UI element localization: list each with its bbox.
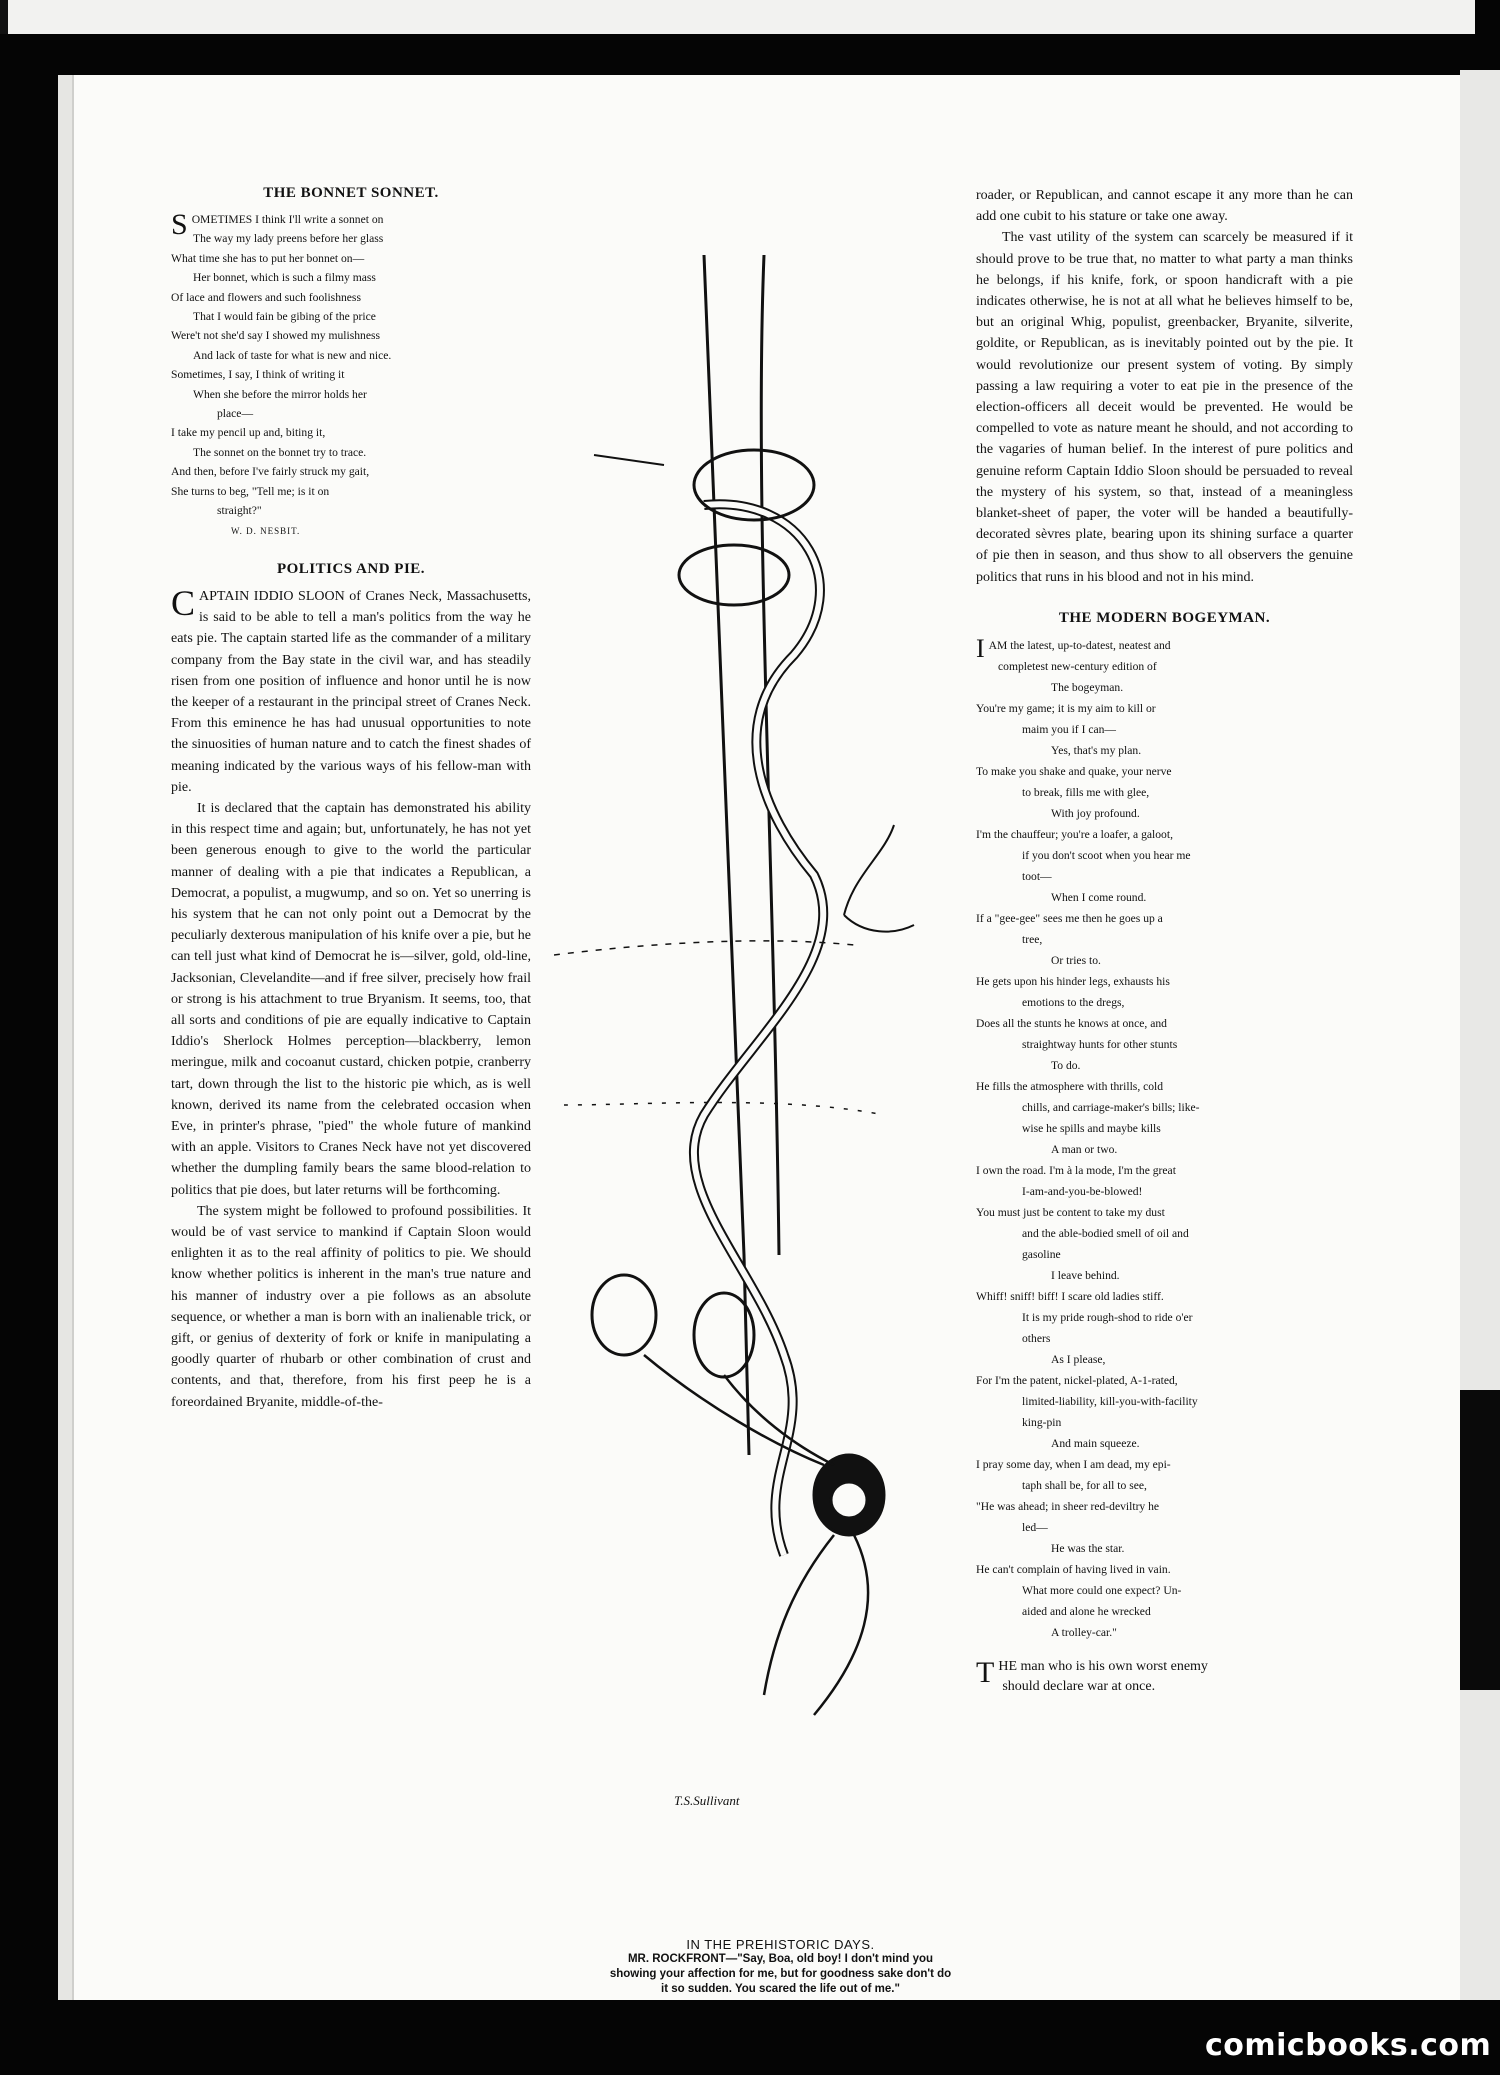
- bogeyman-drop-cap: I: [976, 633, 985, 663]
- politics-article: [171, 582, 531, 1413]
- politics-paragraph-2: It is declared that the captain has demonstrated his ability in this respect time and again; but, unfortunately, he has not yet been generous enough to give to the world the particular manner of dealing with a pie that indicates a Republican, a Democrat, a populist, a mugwump, and so on. Yet so unerring is his system that he can not only point out a Democrat by the peculiarly dexterous manipulation of his knife over a pie, but he can tell just what kind of Democrat he is—silver, gold, old-line, Jacksonian, Clevelandite—and if free silver, precisely how frail or strong is his attachment to true Bryanism. It seems, too, that all sorts and conditions of pie are equally indicative to Captain Iddio's Sherlock Holmes perception—blackberry, lemon meringue, milk and cocoanut custard, chicken potpie, cranberry tart, down through the list to the historic pie which, as is well known, derived its name from the celebrated occasion when Eve, in printer's phrase, "pied" the whole future of mankind with an apple. Visitors to Cranes Neck have not yet discovered whether the dumpling family bears the same blood-relation to politics that pie does, but later returns will be forthcoming.: [171, 800, 531, 1198]
- bogeyman-poem: [976, 635, 1353, 1643]
- sonnet-line: The way my lady preens before her glass: [193, 232, 384, 246]
- bogeyman-line: For I'm the patent, nickel-plated, A-1-rated,: [976, 1373, 1178, 1387]
- right-column: [976, 185, 1353, 1697]
- sonnet-line: Of lace and flowers and such foolishness: [171, 290, 361, 304]
- bogeyman-line: Whiff! sniff! biff! I scare old ladies stiff.: [976, 1289, 1164, 1303]
- snake-caveman-illustration: [554, 255, 974, 1875]
- caption-line-3: it so sudden. You scared the life out of me.": [661, 1983, 900, 1995]
- magazine-page: [58, 75, 1460, 2000]
- sonnet-line: place—: [217, 407, 254, 421]
- bogeyman-line: And main squeeze.: [1051, 1436, 1140, 1450]
- sonnet-line: And then, before I've fairly struck my gait,: [171, 465, 370, 479]
- bogeyman-line: When I come round.: [1051, 890, 1147, 904]
- bogeyman-line: It is my pride rough-shod to ride o'er: [1022, 1310, 1193, 1324]
- bogeyman-line: and the able-bodied smell of oil and: [1022, 1226, 1189, 1240]
- sonnet-line: And lack of taste for what is new and nice.: [193, 348, 392, 362]
- politics-paragraph-1: CAPTAIN IDDIO SLOON of Cranes Neck, Massachusetts, is said to be able to tell a man's politics from the way he eats pie. The captain started life as the commander of a military company from the Bay state in the civil war, and has steadily risen from one position of influence and honor until he is now the keeper of a restaurant in the principal street of Cranes Neck. From this eminence he has had unusual opportunities to note the sinuosities of human nature and to catch the finest shades of meaning indicated by the various ways of his fellow-man with pie.: [171, 582, 531, 795]
- left-column: [171, 185, 531, 1413]
- bogeyman-line: emotions to the dregs,: [1022, 995, 1125, 1009]
- bogeyman-line: What more could one expect? Un-: [1022, 1583, 1182, 1597]
- bogeyman-line: completest new-century edition of: [998, 659, 1157, 673]
- bogeyman-line: I own the road. I'm à la mode, I'm the great: [976, 1163, 1176, 1177]
- bogeyman-line: king-pin: [1022, 1415, 1062, 1429]
- bogeyman-line: others: [1022, 1331, 1051, 1345]
- politics-continued: [976, 185, 1353, 588]
- bogeyman-title: THE MODERN BOGEYMAN.: [1058, 609, 1271, 626]
- politics-continued-paragraph-2: The vast utility of the system can scarcely be measured if it should prove to be true that, no matter to what party a man thinks he belongs, if his knife, fork, or spoon handicraft with a pie indicates otherwise, he is not at all what he believes himself to be, but an original Whig, populist, greenbacker, Bryanite, silverite, goldite, or Republican, as is inevitably pointed out by the pie. It would revolutionize our present system of voting. By simply passing a law requiring a voter to eat pie in the presence of the election-officers all deceit would be prevented. He would be compelled to vote as nature meant he should, and not according to the vagaries of human belief. In the interest of pure politics and genuine reform Captain Iddio Sloon should be persuaded to reveal the mystery of his system, so that, instead of a meaningless blanket-sheet of paper, the voter will be handed a beautifully-decorated sèvres plate, bearing upon its shining surface a quarter of pie then in season, and thus show to all observers the genuine politics that runs in his blood and not in his mind.: [976, 230, 1353, 585]
- sonnet-line: The sonnet on the bonnet try to trace.: [193, 445, 367, 459]
- politics-paragraph-3: The system might be followed to profound possibilities. It would be of vast service to mankind if Captain Sloon would enlighten it as to the real affinity of politics to pie. We should know whether politics is inherent in the man's true nature and his manner of industry over a pie follows as an absolute sequence, or whether a man is born with an inalienable trick, or gift, or genius of dexterity of fork or knife in manipulating a goodly quarter of rhubarb or other combination of crust and contents, and that, therefore, from his first peep he is a foreordained Bryanite, middle-of-the-: [171, 1203, 531, 1410]
- watermark: comicbooks.com: [1205, 2028, 1492, 2063]
- bogeyman-line: straightway hunts for other stunts: [1022, 1037, 1178, 1051]
- bogeyman-line: tree,: [1022, 932, 1043, 946]
- sonnet-line: OMETIMES I think I'll write a sonnet on: [191, 213, 384, 226]
- bogeyman-line: If a "gee-gee" sees me then he goes up a: [976, 911, 1163, 925]
- bogeyman-line: Or tries to.: [1051, 953, 1101, 967]
- sonnet-title: THE BONNET SONNET.: [263, 185, 439, 201]
- sonnet-line: That I would fain be gibing of the price: [193, 310, 376, 324]
- caption-line-1: MR. ROCKFRONT—"Say, Boa, old boy! I don't mind you: [627, 1953, 934, 1965]
- politics-drop-cap: C: [171, 582, 196, 623]
- bogeyman-line: A man or two.: [1051, 1142, 1118, 1156]
- bogeyman-line: To do.: [1051, 1058, 1081, 1072]
- epigram-line-1: HE man who is his own worst enemy: [998, 1658, 1208, 1674]
- sonnet-line: Were't not she'd say I showed my mulishness: [171, 329, 381, 343]
- bogeyman-line: A trolley-car.": [1051, 1625, 1117, 1639]
- sonnet-poem: [171, 210, 531, 521]
- politics-title: POLITICS AND PIE.: [276, 560, 426, 577]
- sonnet-line: straight?": [217, 504, 262, 518]
- sonnet-line: When she before the mirror holds her: [193, 387, 367, 401]
- bogeyman-line: He fills the atmosphere with thrills, cold: [976, 1079, 1164, 1093]
- previous-page-strip: [0, 0, 1475, 34]
- politics-continued-paragraph-1: roader, or Republican, and cannot escape it any more than he can add one cubit to his stature or take one away.: [976, 188, 1353, 225]
- bogeyman-line: if you don't scoot when you hear me: [1022, 848, 1191, 862]
- sonnet-drop-cap: S: [171, 208, 188, 241]
- caption-line-2: showing your affection for me, but for goodness sake don't do: [609, 1968, 952, 1980]
- sonnet-line: Her bonnet, which is such a filmy mass: [193, 271, 376, 285]
- sonnet-author: W. D. NESBIT.: [231, 525, 301, 536]
- bogeyman-line: To make you shake and quake, your nerve: [976, 764, 1172, 778]
- bogeyman-line: limited-liability, kill-you-with-facility: [1022, 1394, 1198, 1408]
- page-gap: [1460, 1390, 1500, 1690]
- bogeyman-line: aided and alone he wrecked: [1022, 1604, 1151, 1618]
- epigram-line-2: should declare war at once.: [1002, 1678, 1156, 1694]
- bogeyman-line: You must just be content to take my dust: [976, 1205, 1165, 1219]
- bogeyman-line: wise he spills and maybe kills: [1022, 1121, 1161, 1135]
- bogeyman-line: With joy profound.: [1051, 806, 1140, 820]
- bogeyman-line: You're my game; it is my aim to kill or: [976, 701, 1156, 715]
- bogeyman-line: maim you if I can—: [1022, 722, 1117, 736]
- epigram-drop-cap: T: [976, 1655, 995, 1689]
- bogeyman-line: toot—: [1022, 869, 1052, 883]
- sonnet-line: Sometimes, I say, I think of writing it: [171, 368, 345, 382]
- bogeyman-line: taph shall be, for all to see,: [1022, 1478, 1147, 1492]
- next-page-edge: [1460, 70, 1500, 2000]
- bogeyman-line: chills, and carriage-maker's bills; like-: [1022, 1100, 1200, 1114]
- page-edge: [0, 0, 8, 34]
- illustration-caption: [553, 1937, 1008, 1997]
- bogeyman-line: He can't complain of having lived in vain.: [976, 1562, 1171, 1576]
- bogeyman-line: As I please,: [1051, 1352, 1106, 1366]
- bogeyman-line: "He was ahead; in sheer red-deviltry he: [976, 1499, 1160, 1513]
- sonnet-line: She turns to beg, "Tell me; is it on: [171, 484, 330, 498]
- caption-title: IN THE PREHISTORIC DAYS.: [686, 1937, 875, 1952]
- bogeyman-line: Does all the stunts he knows at once, and: [976, 1016, 1167, 1030]
- bogeyman-line: I leave behind.: [1051, 1268, 1120, 1282]
- sonnet-line: I take my pencil up and, biting it,: [171, 426, 326, 440]
- epigram: [976, 1657, 1353, 1697]
- bogeyman-line: I pray some day, when I am dead, my epi-: [976, 1457, 1171, 1471]
- bogeyman-line: AM the latest, up-to-datest, neatest and: [988, 638, 1171, 652]
- bogeyman-line: The bogeyman.: [1051, 680, 1124, 694]
- bogeyman-line: led—: [1022, 1520, 1048, 1534]
- sonnet-line: What time she has to put her bonnet on—: [171, 251, 365, 265]
- bogeyman-line: He gets upon his hinder legs, exhausts his: [976, 974, 1170, 988]
- bogeyman-line: I-am-and-you-be-blowed!: [1022, 1184, 1143, 1198]
- illustrator-signature: T.S.Sullivant: [674, 1793, 740, 1808]
- bogeyman-line: gasoline: [1022, 1247, 1061, 1261]
- bogeyman-line: Yes, that's my plan.: [1051, 743, 1142, 757]
- bogeyman-line: to break, fills me with glee,: [1022, 785, 1150, 799]
- bogeyman-line: I'm the chauffeur; you're a loafer, a galoot,: [976, 827, 1173, 841]
- page-binding: [58, 75, 74, 2000]
- bogeyman-line: He was the star.: [1051, 1541, 1125, 1555]
